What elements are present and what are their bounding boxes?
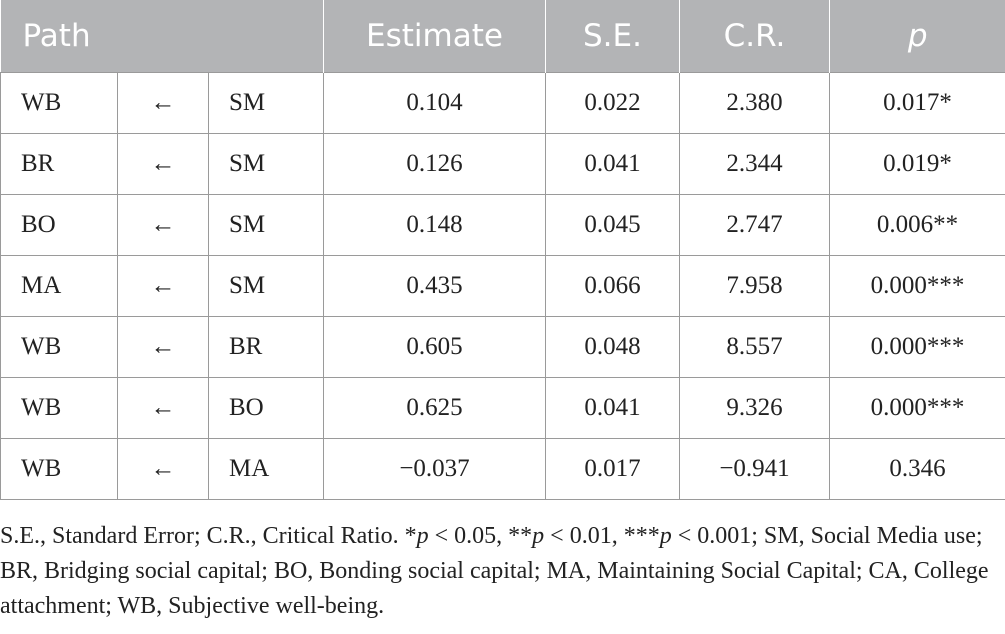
path-to-cell: WB xyxy=(1,439,118,500)
cr-cell: 9.326 xyxy=(680,378,830,439)
path-arrow-cell: ← xyxy=(118,73,209,134)
footnote-text-2: < 0.05, ** xyxy=(428,523,533,549)
estimate-cell: 0.605 xyxy=(324,317,546,378)
table-footnote xyxy=(0,519,1000,624)
estimate-cell: 0.148 xyxy=(324,195,546,256)
estimate-cell: 0.625 xyxy=(324,378,546,439)
path-arrow-cell: ← xyxy=(118,439,209,500)
path-to-cell: BR xyxy=(1,134,118,195)
cr-cell: −0.941 xyxy=(680,439,830,500)
path-from-cell: SM xyxy=(209,73,324,134)
footnote-p-3: p xyxy=(659,523,672,549)
table-row xyxy=(1,256,1005,317)
footnote-text-4: < 0.001; SM, Social Media use; BR, Bridging social capital; BO, Bonding social capital; MA, Maintaining Social Capital; CA, College attachment; WB, Subjective well-being. xyxy=(0,523,989,619)
cr-header: C.R. xyxy=(680,0,830,73)
path-arrow-cell: ← xyxy=(118,256,209,317)
path-from-cell: BR xyxy=(209,317,324,378)
se-cell: 0.048 xyxy=(546,317,680,378)
cr-cell: 2.747 xyxy=(680,195,830,256)
path-from-cell: SM xyxy=(209,134,324,195)
path-to-cell: WB xyxy=(1,317,118,378)
table-row xyxy=(1,195,1005,256)
path-arrow-cell: ← xyxy=(118,134,209,195)
footnote-p-2: p xyxy=(532,523,545,549)
table-row xyxy=(1,134,1005,195)
path-to-cell: MA xyxy=(1,256,118,317)
cr-cell: 2.380 xyxy=(680,73,830,134)
path-arrow-cell: ← xyxy=(118,317,209,378)
table-row xyxy=(1,439,1005,500)
p-cell: 0.006** xyxy=(830,195,1005,256)
estimate-cell: 0.126 xyxy=(324,134,546,195)
footnote-p-1: p xyxy=(416,523,429,549)
estimate-header: Estimate xyxy=(324,0,546,73)
path-from-cell: SM xyxy=(209,195,324,256)
table-row xyxy=(1,378,1005,439)
path-to-cell: WB xyxy=(1,73,118,134)
estimate-cell: 0.435 xyxy=(324,256,546,317)
table-row xyxy=(1,73,1005,134)
p-cell: 0.346 xyxy=(830,439,1005,500)
path-from-cell: SM xyxy=(209,256,324,317)
estimate-cell: 0.104 xyxy=(324,73,546,134)
path-arrow-cell: ← xyxy=(118,195,209,256)
se-cell: 0.045 xyxy=(546,195,680,256)
p-cell: 0.017* xyxy=(830,73,1005,134)
se-header: S.E. xyxy=(546,0,680,73)
cr-cell: 2.344 xyxy=(680,134,830,195)
p-cell: 0.000*** xyxy=(830,378,1005,439)
se-cell: 0.041 xyxy=(546,378,680,439)
se-cell: 0.066 xyxy=(546,256,680,317)
p-cell: 0.000*** xyxy=(830,256,1005,317)
estimate-cell: −0.037 xyxy=(324,439,546,500)
p-cell: 0.000*** xyxy=(830,317,1005,378)
footnote-text-1: S.E., Standard Error; C.R., Critical Ratio. * xyxy=(0,523,417,549)
p-header: p xyxy=(830,0,1005,73)
se-cell: 0.041 xyxy=(546,134,680,195)
header-row xyxy=(1,0,1005,73)
p-cell: 0.019* xyxy=(830,134,1005,195)
path-from-cell: MA xyxy=(209,439,324,500)
path-to-cell: WB xyxy=(1,378,118,439)
path-header: Path xyxy=(1,0,324,73)
path-from-cell: BO xyxy=(209,378,324,439)
footnote-text-3: < 0.01, *** xyxy=(544,523,660,549)
cr-cell: 7.958 xyxy=(680,256,830,317)
path-to-cell: BO xyxy=(1,195,118,256)
se-cell: 0.022 xyxy=(546,73,680,134)
se-cell: 0.017 xyxy=(546,439,680,500)
table-row xyxy=(1,317,1005,378)
cr-cell: 8.557 xyxy=(680,317,830,378)
path-arrow-cell: ← xyxy=(118,378,209,439)
